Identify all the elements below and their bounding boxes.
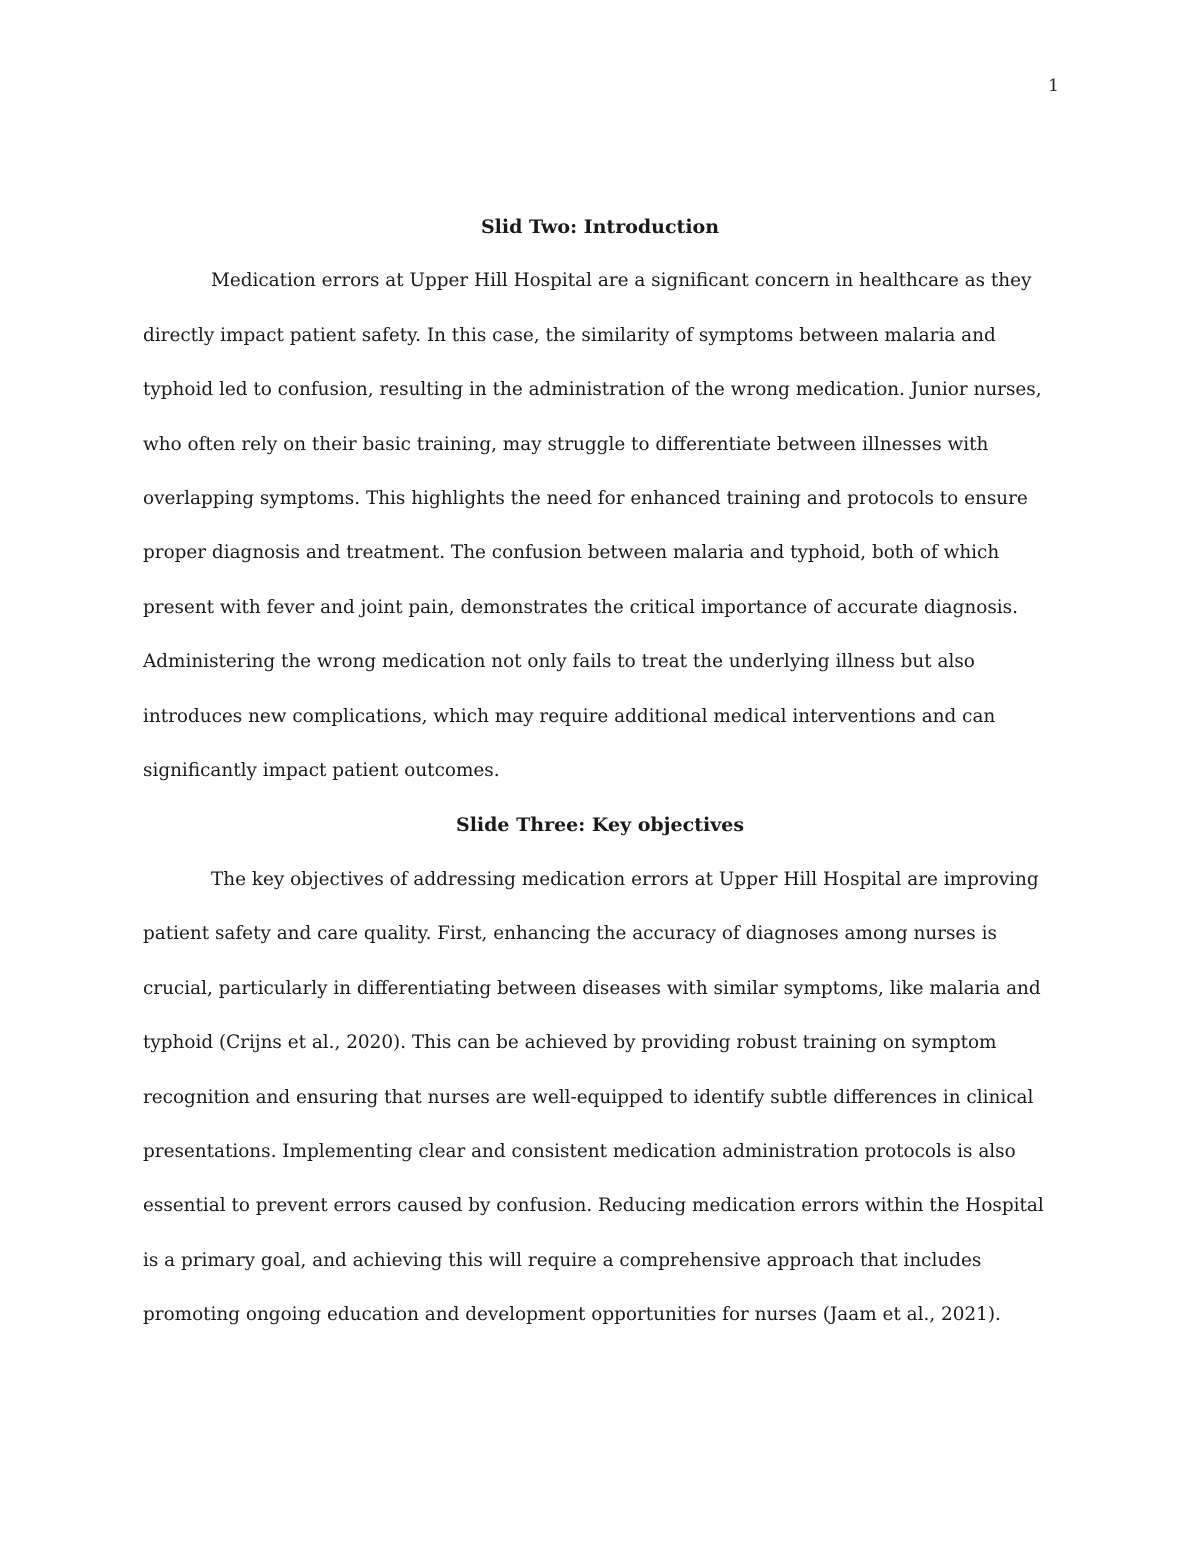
paragraph-line: patient safety and care quality. First, enhancing the accuracy of diagnoses among nurses is <box>143 923 997 945</box>
paragraph-line: recognition and ensuring that nurses are well-equipped to identify subtle differences in clinical <box>143 1086 1034 1108</box>
paragraph-line: crucial, particularly in differentiating between diseases with similar symptoms, like malaria and <box>143 977 1041 999</box>
paragraph-line: Administering the wrong medication not only fails to treat the underlying illness but also <box>143 651 975 673</box>
paragraph-line: The key objectives of addressing medication errors at Upper Hill Hospital are improving <box>211 868 1039 890</box>
paragraph-line: directly impact patient safety. In this case, the similarity of symptoms between malaria and <box>143 324 996 346</box>
page-number: 1 <box>1048 76 1059 96</box>
paragraph-line: is a primary goal, and achieving this will require a comprehensive approach that includes <box>143 1249 982 1271</box>
section-heading-introduction: Slid Two: Introduction <box>480 216 720 238</box>
paragraph-line: Medication errors at Upper Hill Hospital are a significant concern in healthcare as they <box>211 270 1032 292</box>
document-body <box>143 200 1057 1343</box>
paragraph-line: proper diagnosis and treatment. The confusion between malaria and typhoid, both of which <box>143 542 1000 564</box>
paragraph-key-objectives <box>143 853 1057 1343</box>
paragraph-line: typhoid led to confusion, resulting in the administration of the wrong medication. Junior nurses, <box>143 379 1042 401</box>
paragraph-line: present with fever and joint pain, demonstrates the critical importance of accurate diagnosis. <box>143 596 1018 618</box>
paragraph-line: promoting ongoing education and development opportunities for nurses (Jaam et al., 2021). <box>143 1304 1001 1326</box>
paragraph-line: significantly impact patient outcomes. <box>143 760 500 782</box>
paragraph-line: essential to prevent errors caused by confusion. Reducing medication errors within the Hospital <box>143 1195 1044 1217</box>
paragraph-line: who often rely on their basic training, may struggle to differentiate between illnesses with <box>143 433 989 455</box>
paragraph-line: typhoid (Crijns et al., 2020). This can be achieved by providing robust training on symptom <box>143 1032 997 1054</box>
paragraph-line: introduces new complications, which may require additional medical interventions and can <box>143 705 996 727</box>
paragraph-line: overlapping symptoms. This highlights the need for enhanced training and protocols to ensure <box>143 488 1028 510</box>
paragraph-introduction <box>143 254 1057 798</box>
paragraph-line: presentations. Implementing clear and consistent medication administration protocols is also <box>143 1140 1016 1162</box>
section-heading-key-objectives: Slide Three: Key objectives <box>455 814 745 837</box>
